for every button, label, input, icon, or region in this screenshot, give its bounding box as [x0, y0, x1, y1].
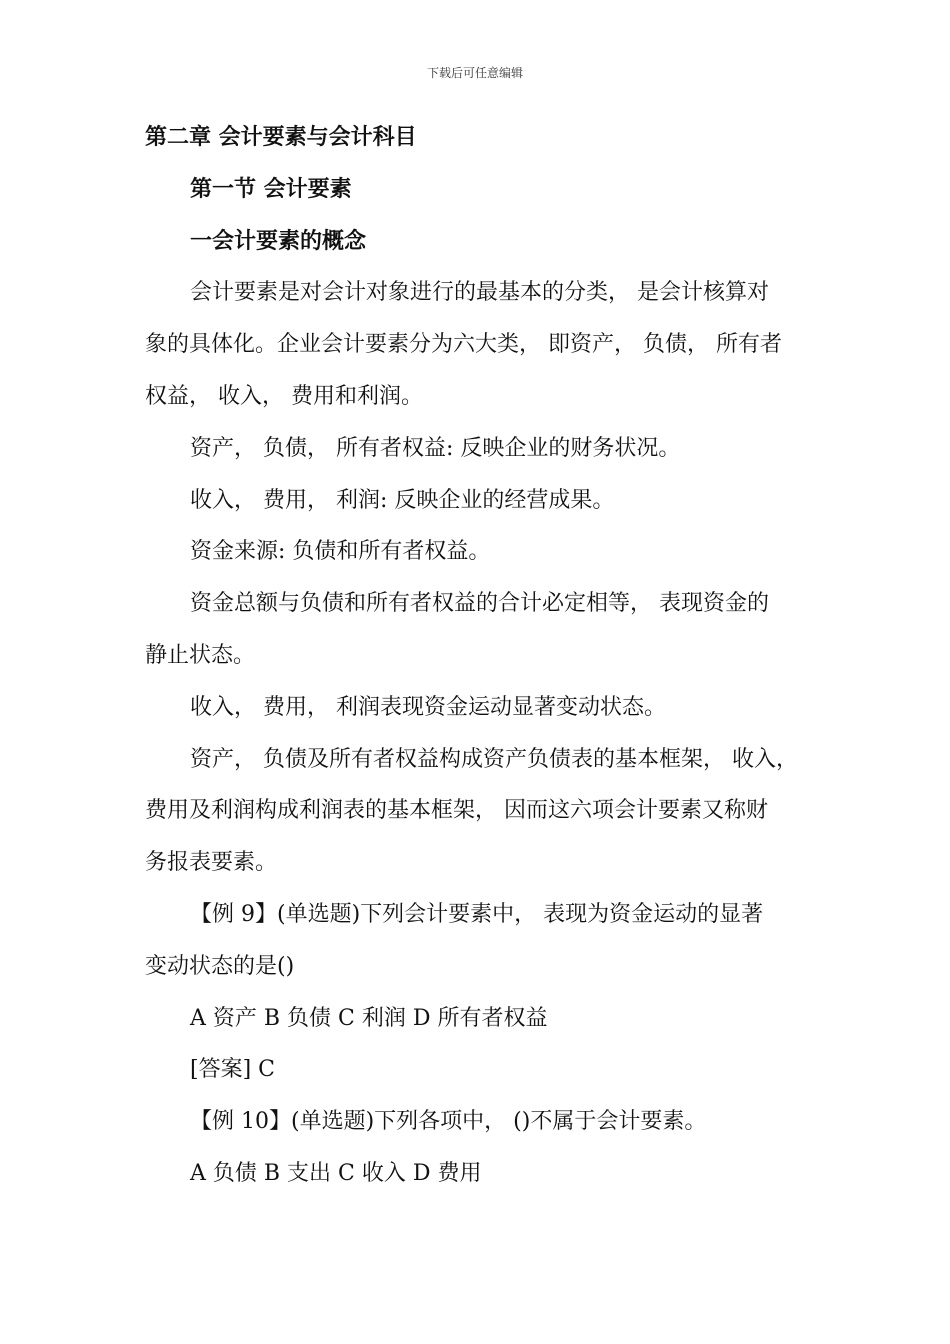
example-9-question: 【例 9】(单选题)下列会计要素中， 表现为资金运动的显著 — [190, 901, 764, 927]
paragraph-financial-position: 资产， 负债， 所有者权益: 反映企业的财务状况。 — [190, 435, 681, 461]
paragraph-dynamic-state: 收入， 费用， 利润表现资金运动显著变动状态。 — [190, 694, 666, 720]
example-10 — [145, 1096, 807, 1200]
paragraph-line: 务报表要素。 — [145, 850, 278, 876]
example-9-answer: [答案] C — [190, 1057, 275, 1083]
document-body — [145, 112, 807, 1200]
paragraph-definition — [145, 267, 807, 422]
paragraph-line: 资产， 负债及所有者权益构成资产负债表的基本框架， 收入， — [190, 746, 798, 772]
paragraph-line: 权益， 收入， 费用和利润。 — [145, 383, 423, 409]
example-10-question: 【例 10】(单选题)下列各项中， ()不属于会计要素。 — [190, 1109, 707, 1135]
paragraph-operating-results: 收入， 费用， 利润: 反映企业的经营成果。 — [190, 487, 615, 513]
example-9-options: A 资产 B 负债 C 利润 D 所有者权益 — [190, 1005, 548, 1031]
section-title: 第一节 会计要素 — [190, 176, 352, 202]
paragraph-line: 象的具体化。企业会计要素分为六大类， 即资产， 负债， 所有者 — [145, 332, 782, 358]
paragraph-line: 会计要素是对会计对象进行的最基本的分类， 是会计核算对 — [190, 280, 769, 306]
chapter-title: 第二章 会计要素与会计科目 — [145, 125, 417, 150]
subsection-title: 一会计要素的概念 — [190, 228, 367, 254]
example-9-question-cont: 变动状态的是() — [145, 953, 295, 979]
page-header-note: 下载后可任意编辑 — [426, 66, 523, 80]
paragraph-static-state — [145, 578, 807, 682]
paragraph-statement-elements — [145, 734, 807, 889]
paragraph-line: 资金总额与负债和所有者权益的合计必定相等， 表现资金的 — [190, 591, 769, 617]
example-9 — [145, 889, 807, 1096]
example-10-options: A 负债 B 支出 C 收入 D 费用 — [190, 1160, 482, 1186]
paragraph-line: 费用及利润构成利润表的基本框架， 因而这六项会计要素又称财 — [145, 798, 768, 824]
paragraph-funding-sources: 资金来源: 负债和所有者权益。 — [190, 539, 491, 565]
paragraph-line: 静止状态。 — [145, 642, 256, 668]
